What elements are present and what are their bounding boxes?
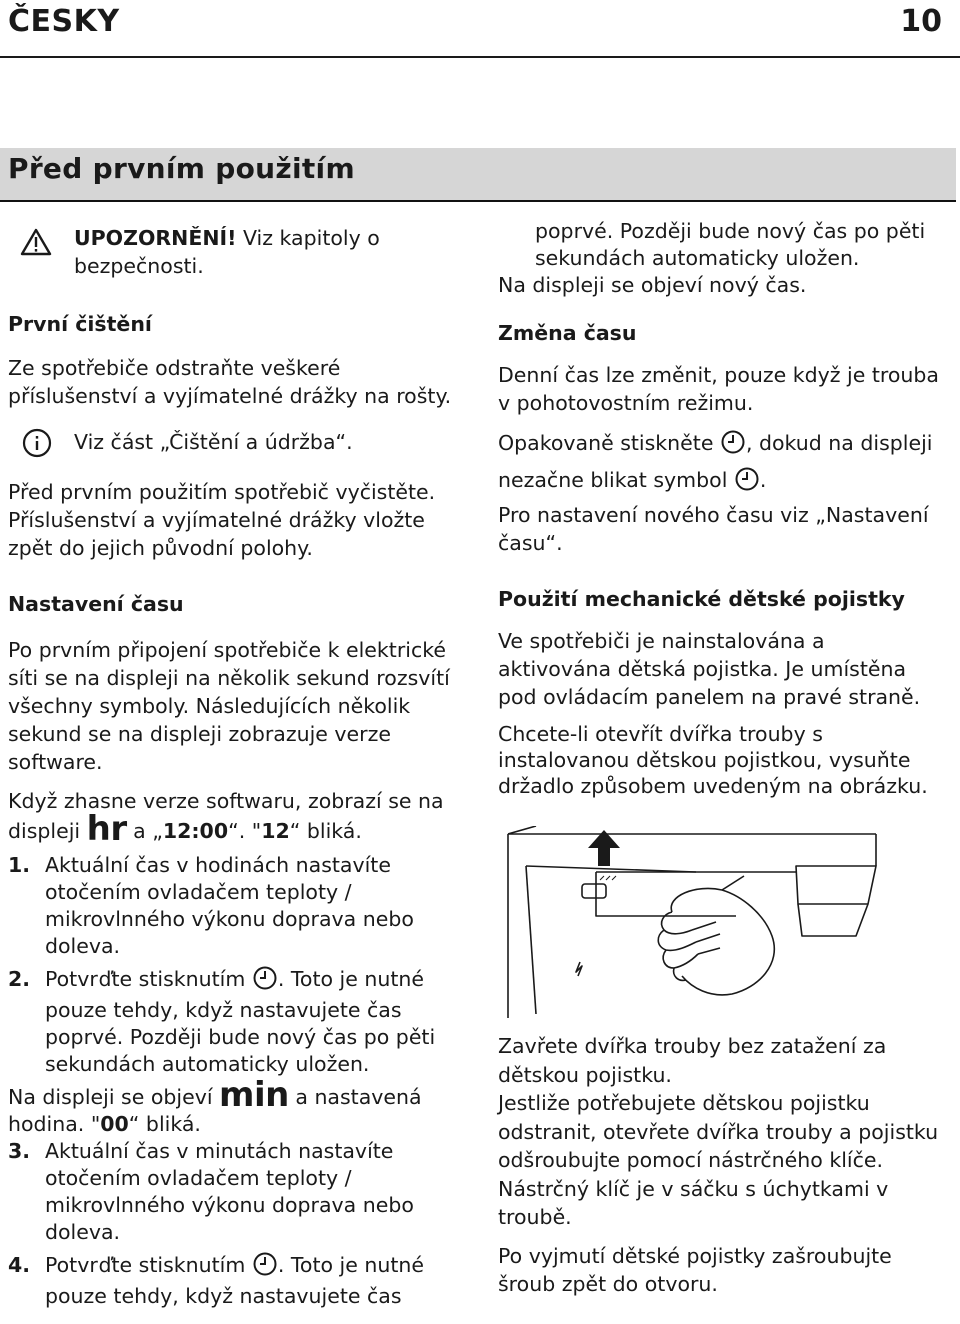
- info-circle-icon: [22, 428, 52, 465]
- step-number: 1.: [8, 853, 31, 877]
- clock-icon: [253, 966, 277, 997]
- step-3: [8, 1138, 468, 1246]
- text-span: . Toto je nutné pouze tehdy, když nastavujete čas poprvé. Později bude nový čas po pěti sekundách automaticky uložen.: [45, 967, 436, 1076]
- header-divider: [0, 56, 960, 58]
- step-2: [8, 966, 468, 1078]
- heading-time-setting: Nastavení času: [8, 592, 184, 616]
- oven-door-child-lock-illustration: [496, 826, 956, 1018]
- new-time-line: Na displeji se objeví nový čas.: [498, 273, 807, 297]
- change-time-para3: Pro nastavení nového času viz „Nastavení času“.: [498, 503, 929, 555]
- info-note: [8, 428, 468, 456]
- warning-note: [8, 224, 468, 280]
- step-number: 2.: [8, 967, 31, 991]
- text-span: Potvrďte stisknutím: [45, 967, 252, 991]
- page-number: 10: [900, 4, 942, 39]
- info-text: Viz část „Čištění a údržba“.: [74, 430, 353, 454]
- step-number: 4.: [8, 1253, 31, 1277]
- text-span: “. ": [228, 819, 262, 843]
- text-span: a nastavená hodina. ": [8, 1085, 422, 1136]
- change-time-para1: Denní čas lze změnit, pouze když je trouba v pohotovostním režimu.: [498, 363, 939, 415]
- step-1: [8, 852, 468, 960]
- heading-first-cleaning: První čištění: [8, 312, 152, 336]
- text-span: .: [759, 468, 767, 492]
- child-lock-para4: Jestliže potřebujete dětskou pojistku odstranit, otevřete dvířka trouby a pojistku odšroubujte pomocí nástrčného klíče. Nástrčný klíč je v sáčku s úchytkami v troubě.: [498, 1091, 939, 1229]
- blink-value: 00: [100, 1112, 129, 1136]
- min-line: [8, 1075, 468, 1138]
- time-setting-para1: Po prvním připojení spotřebiče k elektrické síti se na displeji na několik sekund rozsvítí všechny symboly. Následujících několik sekund se na displeji zobrazuje verze software.: [8, 638, 450, 774]
- clock-icon: [721, 430, 745, 464]
- child-lock-para5: Po vyjmutí dětské pojistky zašroubujte šroub zpět do otvoru.: [498, 1243, 892, 1296]
- text-span: , dokud na displeji nezačne blikat symbol: [498, 431, 933, 492]
- warning-label: UPOZORNĚNÍ!: [74, 226, 237, 250]
- text-span: Opakovaně stiskněte: [498, 431, 720, 455]
- text-span: “ bliká.: [128, 1112, 201, 1136]
- time-value: 12:00: [162, 819, 229, 843]
- left-column: [8, 224, 468, 1310]
- text-span: . Toto je nutné pouze tehdy, když nastavujete čas: [45, 1253, 425, 1308]
- header-language: ČESKY: [8, 4, 120, 39]
- blink-value: 12: [261, 819, 290, 843]
- step-text: [45, 1252, 468, 1310]
- step-text: Aktuální čas v hodinách nastavíte otočením ovladačem teploty / mikrovlnného výkonu doprava nebo doleva.: [45, 853, 414, 958]
- step-text: Aktuální čas v minutách nastavíte otočením ovladačem teploty / mikrovlnného výkonu doprava nebo doleva.: [45, 1139, 414, 1244]
- change-time-para2: [498, 427, 943, 501]
- text-span: Když zhasne verze softwaru, zobrazí se na displeji: [8, 789, 444, 843]
- step-4: [8, 1252, 468, 1310]
- first-cleaning-para1: Ze spotřebiče odstraňte veškeré příslušenství a vyjímatelné drážky na rošty.: [8, 356, 452, 408]
- step-text: [45, 966, 468, 1078]
- right-column-lower: [498, 1032, 948, 1299]
- right-column: [498, 218, 943, 799]
- child-lock-para1: Ve spotřebiči je nainstalována a aktivována dětská pojistka. Je umístěna pod ovládacím panelem na pravé straně.: [498, 629, 921, 709]
- child-lock-para3: Zavřete dvířka trouby bez zatažení za dětskou pojistku.: [498, 1034, 887, 1087]
- text-span: “ bliká.: [289, 819, 362, 843]
- text-span: Na displeji se objeví: [8, 1085, 220, 1109]
- time-setting-para2: [8, 786, 468, 849]
- warning-text: Viz kapitoly o bezpečnosti.: [74, 226, 380, 278]
- step-number: 3.: [8, 1139, 31, 1163]
- clock-icon: [253, 1252, 277, 1283]
- section-title: Před prvním použitím: [8, 152, 355, 185]
- text-span: a „: [126, 819, 163, 843]
- min-display-symbol: min: [219, 1075, 289, 1115]
- child-lock-para2: Chcete-li otevřít dvířka trouby s instalovanou dětskou pojistkou, vysuňte držadlo způsobem uvedeným na obrázku.: [498, 722, 928, 798]
- hr-display-symbol: hr: [86, 809, 127, 849]
- step-continuation: poprvé. Později bude nový čas po pěti sekundách automaticky uložen.: [535, 219, 926, 270]
- heading-child-lock: Použití mechanické dětské pojistky: [498, 587, 905, 611]
- text-span: Potvrďte stisknutím: [45, 1253, 252, 1277]
- first-cleaning-para2: Před prvním použitím spotřebič vyčistěte. Příslušenství a vyjímatelné drážky vložte zpět do jejich původní polohy.: [8, 480, 436, 560]
- warning-triangle-icon: [20, 228, 52, 263]
- clock-icon: [735, 467, 759, 501]
- heading-change-time: Změna času: [498, 321, 637, 345]
